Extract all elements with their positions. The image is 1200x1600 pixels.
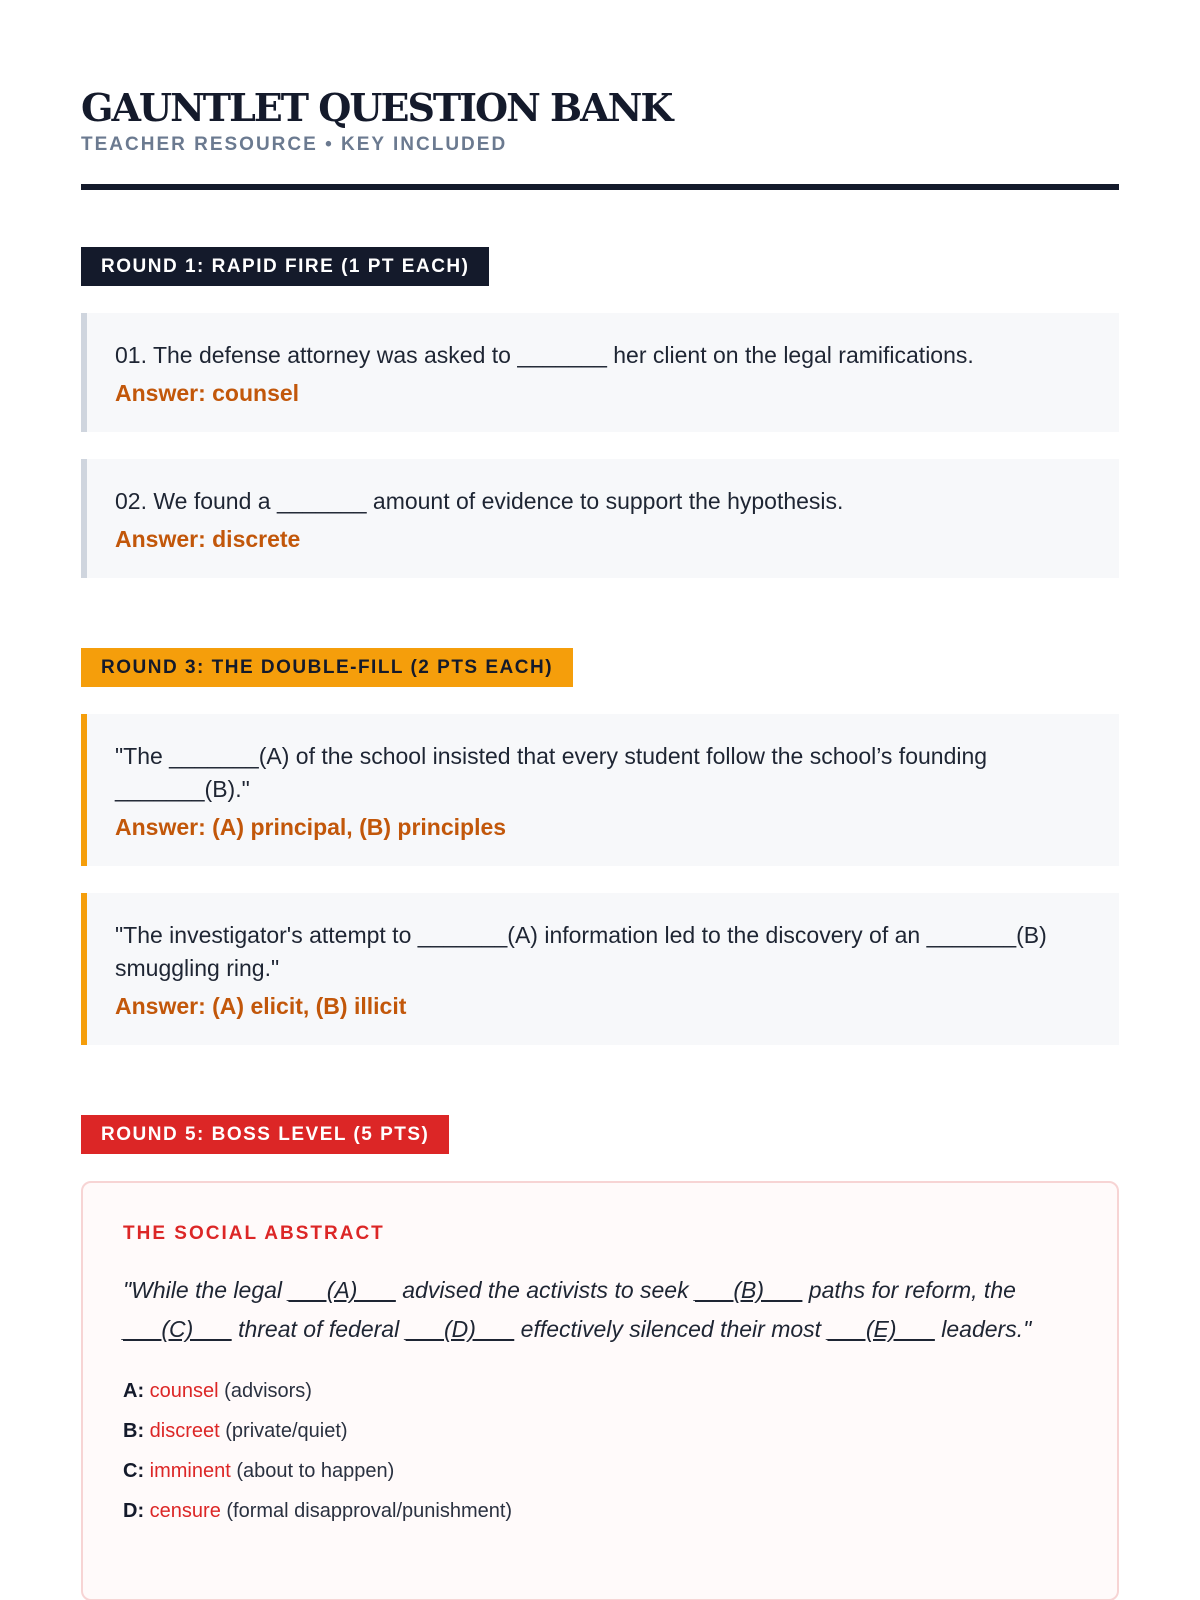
key-word: counsel bbox=[149, 1380, 219, 1402]
question-text: 02. We found a _______ amount of evidence to support the hypothesis. bbox=[115, 488, 844, 514]
boss-passage bbox=[123, 1271, 1077, 1349]
page-subtitle: TEACHER RESOURCE • KEY INCLUDED bbox=[81, 134, 508, 155]
answer-text: Answer: counsel bbox=[115, 380, 300, 406]
blank-e: ___(E)___ bbox=[827, 1316, 935, 1342]
round-1-section bbox=[81, 190, 1119, 578]
boss-card-title: THE SOCIAL ABSTRACT bbox=[123, 1223, 385, 1244]
passage-text: advised the activists to seek bbox=[395, 1277, 695, 1303]
key-definition: (advisors) bbox=[224, 1380, 312, 1402]
answer-text: Answer: discrete bbox=[115, 526, 301, 552]
question-card bbox=[81, 893, 1119, 1045]
round-5-badge: ROUND 5: BOSS LEVEL (5 PTS) bbox=[81, 1115, 449, 1154]
question-card bbox=[81, 313, 1119, 432]
key-letter: C: bbox=[123, 1460, 145, 1482]
blank-b: ___(B)___ bbox=[695, 1277, 803, 1303]
key-letter: B: bbox=[123, 1420, 145, 1442]
answer-text: Answer: (A) elicit, (B) illicit bbox=[115, 993, 407, 1019]
list-item bbox=[123, 1451, 1077, 1491]
blank-d: ___(D)___ bbox=[405, 1316, 515, 1342]
key-word: censure bbox=[149, 1500, 221, 1522]
boss-level-card bbox=[81, 1181, 1119, 1600]
passage-text: threat of federal bbox=[231, 1316, 406, 1342]
key-letter: A: bbox=[123, 1380, 145, 1402]
question-text: "The investigator's attempt to _______(A) information led to the discovery of an _______(B) smuggling ring." bbox=[115, 922, 1047, 981]
list-item bbox=[123, 1491, 1077, 1531]
answer-key-list bbox=[123, 1371, 1077, 1531]
document-header bbox=[81, 0, 1119, 190]
round-5-section bbox=[81, 1045, 1119, 1600]
page-title: GAUNTLET QUESTION BANK bbox=[81, 85, 672, 130]
key-letter: D: bbox=[123, 1500, 145, 1522]
passage-text: leaders." bbox=[934, 1316, 1032, 1342]
passage-text: "While the legal bbox=[123, 1277, 289, 1303]
blank-c: ___(C)___ bbox=[123, 1316, 232, 1342]
blank-a: ___(A)___ bbox=[288, 1277, 396, 1303]
passage-text: paths for reform, the bbox=[802, 1277, 1016, 1303]
key-word: discreet bbox=[149, 1420, 220, 1442]
question-card bbox=[81, 459, 1119, 578]
list-item bbox=[123, 1411, 1077, 1451]
list-item bbox=[123, 1371, 1077, 1411]
key-definition: (private/quiet) bbox=[225, 1420, 348, 1442]
question-card bbox=[81, 714, 1119, 866]
key-definition: (about to happen) bbox=[236, 1460, 395, 1482]
passage-text: effectively silenced their most bbox=[514, 1316, 828, 1342]
question-text: "The _______(A) of the school insisted that every student follow the school’s founding _______(B)." bbox=[115, 743, 988, 802]
key-definition: (formal disapproval/punishment) bbox=[226, 1500, 513, 1522]
round-1-badge: ROUND 1: RAPID FIRE (1 PT EACH) bbox=[81, 247, 489, 286]
answer-text: Answer: (A) principal, (B) principles bbox=[115, 814, 507, 840]
round-3-badge: ROUND 3: THE DOUBLE-FILL (2 PTS EACH) bbox=[81, 648, 573, 687]
key-word: imminent bbox=[149, 1460, 231, 1482]
question-text: 01. The defense attorney was asked to _______ her client on the legal ramifications. bbox=[115, 342, 974, 368]
round-3-section bbox=[81, 578, 1119, 1045]
